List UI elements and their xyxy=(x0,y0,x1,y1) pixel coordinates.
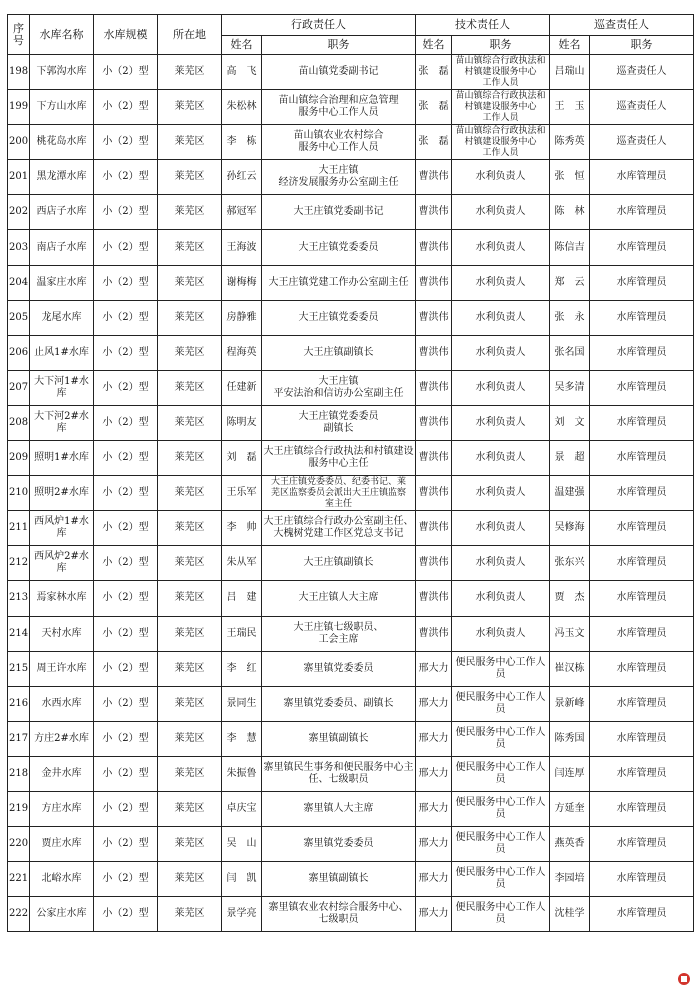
patrol-duty-cell: 巡查责任人 xyxy=(590,90,694,125)
seq-cell: 205 xyxy=(8,300,30,335)
tech-duty-cell: 苗山镇综合行政执法和 村镇建设服务中心 工作人员 xyxy=(452,90,550,125)
patrol-duty-cell: 水库管理员 xyxy=(590,405,694,440)
seq-cell: 208 xyxy=(8,405,30,440)
patrol-name-cell: 张东兴 xyxy=(550,546,590,581)
table-row xyxy=(8,651,694,686)
location-cell: 莱芜区 xyxy=(158,721,222,756)
location-cell: 莱芜区 xyxy=(158,335,222,370)
tech-name-cell: 邢大力 xyxy=(416,756,452,791)
seq-cell: 219 xyxy=(8,791,30,826)
header-reservoir-name: 水库名称 xyxy=(30,15,94,55)
reservoir-name-cell: 方庄水库 xyxy=(30,791,94,826)
tech-duty-cell: 便民服务中心工作人员 xyxy=(452,651,550,686)
tech-name-cell: 曹洪伟 xyxy=(416,546,452,581)
seq-cell: 198 xyxy=(8,55,30,90)
table-row xyxy=(8,721,694,756)
publisher-logo-icon xyxy=(676,972,692,986)
admin-duty-cell: 寨里镇副镇长 xyxy=(262,862,416,897)
admin-name-cell: 李 帅 xyxy=(222,511,262,546)
scale-cell: 小（2）型 xyxy=(94,827,158,862)
admin-duty-cell: 大王庄镇党委委员 xyxy=(262,300,416,335)
header-scale: 水库规模 xyxy=(94,15,158,55)
tech-name-cell: 邢大力 xyxy=(416,862,452,897)
scale-cell: 小（2）型 xyxy=(94,335,158,370)
location-cell: 莱芜区 xyxy=(158,265,222,300)
reservoir-name-cell: 下郭沟水库 xyxy=(30,55,94,90)
tech-name-cell: 曹洪伟 xyxy=(416,405,452,440)
scale-cell: 小（2）型 xyxy=(94,756,158,791)
location-cell: 莱芜区 xyxy=(158,90,222,125)
header-location: 所在地 xyxy=(158,15,222,55)
tech-name-cell: 邢大力 xyxy=(416,721,452,756)
patrol-name-cell: 燕英香 xyxy=(550,827,590,862)
patrol-duty-cell: 水库管理员 xyxy=(590,230,694,265)
reservoir-name-cell: 西风炉2#水库 xyxy=(30,546,94,581)
patrol-name-cell: 张 恒 xyxy=(550,160,590,195)
reservoir-name-cell: 下方山水库 xyxy=(30,90,94,125)
seq-cell: 211 xyxy=(8,511,30,546)
patrol-name-cell: 李园培 xyxy=(550,862,590,897)
seq-cell: 202 xyxy=(8,195,30,230)
tech-name-cell: 曹洪伟 xyxy=(416,441,452,476)
scale-cell: 小（2）型 xyxy=(94,511,158,546)
tech-duty-cell: 便民服务中心工作人员 xyxy=(452,827,550,862)
admin-name-cell: 谢梅梅 xyxy=(222,265,262,300)
admin-name-cell: 景同生 xyxy=(222,686,262,721)
tech-name-cell: 曹洪伟 xyxy=(416,160,452,195)
reservoir-name-cell: 龙尾水库 xyxy=(30,300,94,335)
tech-name-cell: 曹洪伟 xyxy=(416,581,452,616)
scale-cell: 小（2）型 xyxy=(94,370,158,405)
admin-name-cell: 王瑞民 xyxy=(222,616,262,651)
scale-cell: 小（2）型 xyxy=(94,125,158,160)
patrol-duty-cell: 水库管理员 xyxy=(590,721,694,756)
table-row xyxy=(8,476,694,511)
tech-duty-cell: 水利负责人 xyxy=(452,546,550,581)
header-patrol-responsible: 巡查责任人 xyxy=(550,15,694,36)
tech-duty-cell: 苗山镇综合行政执法和 村镇建设服务中心 工作人员 xyxy=(452,125,550,160)
patrol-name-cell: 吴多清 xyxy=(550,370,590,405)
table-row xyxy=(8,862,694,897)
seq-cell: 221 xyxy=(8,862,30,897)
seq-cell: 207 xyxy=(8,370,30,405)
tech-name-cell: 曹洪伟 xyxy=(416,300,452,335)
tech-name-cell: 张 磊 xyxy=(416,55,452,90)
tech-name-cell: 邢大力 xyxy=(416,897,452,932)
seq-cell: 209 xyxy=(8,441,30,476)
seq-cell: 218 xyxy=(8,756,30,791)
location-cell: 莱芜区 xyxy=(158,230,222,265)
location-cell: 莱芜区 xyxy=(158,55,222,90)
patrol-name-cell: 沈桂学 xyxy=(550,897,590,932)
admin-duty-cell: 大王庄镇综合行政执法和村镇建设 服务中心主任 xyxy=(262,441,416,476)
admin-name-cell: 李 慧 xyxy=(222,721,262,756)
table-row xyxy=(8,405,694,440)
seq-cell: 213 xyxy=(8,581,30,616)
tech-duty-cell: 水利负责人 xyxy=(452,195,550,230)
tech-duty-cell: 水利负责人 xyxy=(452,300,550,335)
scale-cell: 小（2）型 xyxy=(94,230,158,265)
admin-duty-cell: 苗山镇综合治理和应急管理 服务中心工作人员 xyxy=(262,90,416,125)
seq-cell: 206 xyxy=(8,335,30,370)
reservoir-name-cell: 照明1#水库 xyxy=(30,441,94,476)
admin-name-cell: 王乐军 xyxy=(222,476,262,511)
admin-duty-cell: 寨里镇人大主席 xyxy=(262,791,416,826)
admin-duty-cell: 大王庄镇党委委员 xyxy=(262,230,416,265)
seq-cell: 199 xyxy=(8,90,30,125)
table-row xyxy=(8,827,694,862)
admin-name-cell: 孙红云 xyxy=(222,160,262,195)
tech-name-cell: 张 磊 xyxy=(416,90,452,125)
patrol-duty-cell: 水库管理员 xyxy=(590,651,694,686)
admin-name-cell: 朱从军 xyxy=(222,546,262,581)
admin-duty-cell: 大王庄镇人大主席 xyxy=(262,581,416,616)
patrol-name-cell: 陈秀英 xyxy=(550,125,590,160)
table-row xyxy=(8,791,694,826)
tech-name-cell: 曹洪伟 xyxy=(416,230,452,265)
patrol-duty-cell: 巡查责任人 xyxy=(590,55,694,90)
patrol-duty-cell: 水库管理员 xyxy=(590,195,694,230)
admin-duty-cell: 寨里镇党委委员、副镇长 xyxy=(262,686,416,721)
admin-name-cell: 程海英 xyxy=(222,335,262,370)
reservoir-responsibility-table xyxy=(7,14,694,932)
table-row xyxy=(8,160,694,195)
scale-cell: 小（2）型 xyxy=(94,90,158,125)
patrol-duty-cell: 水库管理员 xyxy=(590,791,694,826)
admin-name-cell: 吴 山 xyxy=(222,827,262,862)
reservoir-name-cell: 温家庄水库 xyxy=(30,265,94,300)
scale-cell: 小（2）型 xyxy=(94,897,158,932)
table-row xyxy=(8,441,694,476)
tech-duty-cell: 水利负责人 xyxy=(452,335,550,370)
scale-cell: 小（2）型 xyxy=(94,441,158,476)
patrol-name-cell: 景 超 xyxy=(550,441,590,476)
admin-duty-cell: 大王庄镇 经济发展服务办公室副主任 xyxy=(262,160,416,195)
tech-duty-cell: 便民服务中心工作人员 xyxy=(452,862,550,897)
table-row xyxy=(8,686,694,721)
patrol-duty-cell: 水库管理员 xyxy=(590,476,694,511)
scale-cell: 小（2）型 xyxy=(94,476,158,511)
scale-cell: 小（2）型 xyxy=(94,862,158,897)
header-seq: 序 号 xyxy=(8,15,30,55)
patrol-name-cell: 陈秀国 xyxy=(550,721,590,756)
seq-cell: 210 xyxy=(8,476,30,511)
location-cell: 莱芜区 xyxy=(158,827,222,862)
patrol-name-cell: 刘 文 xyxy=(550,405,590,440)
patrol-duty-cell: 水库管理员 xyxy=(590,756,694,791)
patrol-duty-cell: 水库管理员 xyxy=(590,546,694,581)
tech-duty-cell: 水利负责人 xyxy=(452,581,550,616)
header-tech-duty: 职务 xyxy=(452,36,550,55)
admin-name-cell: 李 栋 xyxy=(222,125,262,160)
tech-name-cell: 邢大力 xyxy=(416,791,452,826)
header-patrol-duty: 职务 xyxy=(590,36,694,55)
tech-name-cell: 曹洪伟 xyxy=(416,616,452,651)
seq-cell: 200 xyxy=(8,125,30,160)
admin-name-cell: 朱振鲁 xyxy=(222,756,262,791)
admin-name-cell: 闫 凯 xyxy=(222,862,262,897)
scale-cell: 小（2）型 xyxy=(94,55,158,90)
tech-name-cell: 邢大力 xyxy=(416,686,452,721)
seq-cell: 201 xyxy=(8,160,30,195)
patrol-duty-cell: 水库管理员 xyxy=(590,581,694,616)
admin-name-cell: 郝冠军 xyxy=(222,195,262,230)
patrol-name-cell: 温建强 xyxy=(550,476,590,511)
header-tech-responsible: 技术责任人 xyxy=(416,15,550,36)
seq-cell: 203 xyxy=(8,230,30,265)
admin-name-cell: 李 红 xyxy=(222,651,262,686)
reservoir-name-cell: 周王许水库 xyxy=(30,651,94,686)
tech-duty-cell: 便民服务中心工作人员 xyxy=(452,791,550,826)
seq-cell: 212 xyxy=(8,546,30,581)
admin-duty-cell: 寨里镇党委委员 xyxy=(262,651,416,686)
location-cell: 莱芜区 xyxy=(158,511,222,546)
table-row xyxy=(8,616,694,651)
location-cell: 莱芜区 xyxy=(158,405,222,440)
tech-duty-cell: 水利负责人 xyxy=(452,160,550,195)
table-row xyxy=(8,335,694,370)
patrol-name-cell: 张名国 xyxy=(550,335,590,370)
seq-cell: 220 xyxy=(8,827,30,862)
tech-name-cell: 张 磊 xyxy=(416,125,452,160)
scale-cell: 小（2）型 xyxy=(94,581,158,616)
admin-duty-cell: 大王庄镇七级职员、 工会主席 xyxy=(262,616,416,651)
reservoir-name-cell: 止风1#水库 xyxy=(30,335,94,370)
reservoir-name-cell: 北峪水库 xyxy=(30,862,94,897)
patrol-duty-cell: 水库管理员 xyxy=(590,300,694,335)
header-admin-duty: 职务 xyxy=(262,36,416,55)
location-cell: 莱芜区 xyxy=(158,651,222,686)
reservoir-name-cell: 方庄2#水库 xyxy=(30,721,94,756)
table-row xyxy=(8,370,694,405)
admin-duty-cell: 寨里镇党委委员 xyxy=(262,827,416,862)
location-cell: 莱芜区 xyxy=(158,441,222,476)
location-cell: 莱芜区 xyxy=(158,370,222,405)
scale-cell: 小（2）型 xyxy=(94,686,158,721)
location-cell: 莱芜区 xyxy=(158,686,222,721)
table-row xyxy=(8,546,694,581)
patrol-duty-cell: 巡查责任人 xyxy=(590,125,694,160)
reservoir-name-cell: 天村水库 xyxy=(30,616,94,651)
reservoir-name-cell: 西店子水库 xyxy=(30,195,94,230)
table-row xyxy=(8,511,694,546)
reservoir-name-cell: 大下河2#水库 xyxy=(30,405,94,440)
table-row xyxy=(8,581,694,616)
tech-duty-cell: 水利负责人 xyxy=(452,616,550,651)
location-cell: 莱芜区 xyxy=(158,300,222,335)
header-patrol-name: 姓名 xyxy=(550,36,590,55)
patrol-duty-cell: 水库管理员 xyxy=(590,370,694,405)
reservoir-name-cell: 桃花岛水库 xyxy=(30,125,94,160)
patrol-name-cell: 景新峰 xyxy=(550,686,590,721)
patrol-name-cell: 闫连厚 xyxy=(550,756,590,791)
tech-name-cell: 曹洪伟 xyxy=(416,511,452,546)
admin-duty-cell: 大王庄镇综合行政办公室副主任、 大槐树党建工作区党总支书记 xyxy=(262,511,416,546)
patrol-name-cell: 张 永 xyxy=(550,300,590,335)
admin-name-cell: 高 飞 xyxy=(222,55,262,90)
admin-name-cell: 王海波 xyxy=(222,230,262,265)
admin-name-cell: 陈明友 xyxy=(222,405,262,440)
location-cell: 莱芜区 xyxy=(158,160,222,195)
header-tech-name: 姓名 xyxy=(416,36,452,55)
admin-duty-cell: 大王庄镇党委委员 副镇长 xyxy=(262,405,416,440)
tech-duty-cell: 水利负责人 xyxy=(452,230,550,265)
header-admin-responsible: 行政责任人 xyxy=(222,15,416,36)
header-admin-name: 姓名 xyxy=(222,36,262,55)
table-row xyxy=(8,756,694,791)
admin-duty-cell: 寨里镇民生事务和便民服务中心主 任、七级职员 xyxy=(262,756,416,791)
tech-name-cell: 曹洪伟 xyxy=(416,335,452,370)
admin-duty-cell: 大王庄镇副镇长 xyxy=(262,335,416,370)
patrol-duty-cell: 水库管理员 xyxy=(590,265,694,300)
tech-duty-cell: 便民服务中心工作人员 xyxy=(452,686,550,721)
table-row xyxy=(8,90,694,125)
reservoir-name-cell: 公家庄水库 xyxy=(30,897,94,932)
tech-name-cell: 曹洪伟 xyxy=(416,265,452,300)
location-cell: 莱芜区 xyxy=(158,125,222,160)
scale-cell: 小（2）型 xyxy=(94,791,158,826)
scale-cell: 小（2）型 xyxy=(94,651,158,686)
tech-name-cell: 曹洪伟 xyxy=(416,370,452,405)
tech-duty-cell: 水利负责人 xyxy=(452,511,550,546)
scale-cell: 小（2）型 xyxy=(94,160,158,195)
seq-cell: 215 xyxy=(8,651,30,686)
patrol-name-cell: 王 玉 xyxy=(550,90,590,125)
admin-name-cell: 房静雅 xyxy=(222,300,262,335)
reservoir-name-cell: 照明2#水库 xyxy=(30,476,94,511)
admin-name-cell: 任建新 xyxy=(222,370,262,405)
table-row xyxy=(8,265,694,300)
reservoir-name-cell: 南店子水库 xyxy=(30,230,94,265)
admin-duty-cell: 苗山镇党委副书记 xyxy=(262,55,416,90)
location-cell: 莱芜区 xyxy=(158,862,222,897)
location-cell: 莱芜区 xyxy=(158,476,222,511)
patrol-name-cell: 崔汉栋 xyxy=(550,651,590,686)
reservoir-name-cell: 水西水库 xyxy=(30,686,94,721)
admin-name-cell: 刘 磊 xyxy=(222,441,262,476)
location-cell: 莱芜区 xyxy=(158,791,222,826)
tech-duty-cell: 便民服务中心工作人员 xyxy=(452,756,550,791)
table-row xyxy=(8,230,694,265)
table-row xyxy=(8,55,694,90)
patrol-name-cell: 郑 云 xyxy=(550,265,590,300)
reservoir-name-cell: 黑龙潭水库 xyxy=(30,160,94,195)
patrol-name-cell: 吕瑞山 xyxy=(550,55,590,90)
patrol-duty-cell: 水库管理员 xyxy=(590,335,694,370)
patrol-name-cell: 贾 杰 xyxy=(550,581,590,616)
reservoir-name-cell: 贾庄水库 xyxy=(30,827,94,862)
patrol-name-cell: 吴修海 xyxy=(550,511,590,546)
admin-name-cell: 卓庆宝 xyxy=(222,791,262,826)
admin-duty-cell: 大王庄镇党委副书记 xyxy=(262,195,416,230)
table-row xyxy=(8,897,694,932)
patrol-duty-cell: 水库管理员 xyxy=(590,441,694,476)
admin-name-cell: 吕 建 xyxy=(222,581,262,616)
tech-duty-cell: 便民服务中心工作人员 xyxy=(452,721,550,756)
patrol-name-cell: 陈信吉 xyxy=(550,230,590,265)
tech-name-cell: 曹洪伟 xyxy=(416,195,452,230)
location-cell: 莱芜区 xyxy=(158,616,222,651)
scale-cell: 小（2）型 xyxy=(94,405,158,440)
tech-name-cell: 曹洪伟 xyxy=(416,476,452,511)
reservoir-name-cell: 西风炉1#水库 xyxy=(30,511,94,546)
reservoir-name-cell: 焉家林水库 xyxy=(30,581,94,616)
seq-cell: 204 xyxy=(8,265,30,300)
tech-duty-cell: 便民服务中心工作人员 xyxy=(452,897,550,932)
tech-duty-cell: 水利负责人 xyxy=(452,265,550,300)
tech-duty-cell: 水利负责人 xyxy=(452,405,550,440)
location-cell: 莱芜区 xyxy=(158,546,222,581)
admin-duty-cell: 寨里镇农业农村综合服务中心、 七级职员 xyxy=(262,897,416,932)
seq-cell: 214 xyxy=(8,616,30,651)
tech-duty-cell: 水利负责人 xyxy=(452,476,550,511)
admin-duty-cell: 大王庄镇 平安法治和信访办公室副主任 xyxy=(262,370,416,405)
patrol-duty-cell: 水库管理员 xyxy=(590,511,694,546)
location-cell: 莱芜区 xyxy=(158,195,222,230)
patrol-duty-cell: 水库管理员 xyxy=(590,897,694,932)
patrol-duty-cell: 水库管理员 xyxy=(590,616,694,651)
tech-name-cell: 邢大力 xyxy=(416,827,452,862)
reservoir-name-cell: 大下河1#水库 xyxy=(30,370,94,405)
reservoir-name-cell: 金井水库 xyxy=(30,756,94,791)
admin-duty-cell: 大王庄镇党建工作办公室副主任 xyxy=(262,265,416,300)
table-row xyxy=(8,195,694,230)
location-cell: 莱芜区 xyxy=(158,581,222,616)
seq-cell: 217 xyxy=(8,721,30,756)
patrol-name-cell: 陈 林 xyxy=(550,195,590,230)
admin-duty-cell: 大王庄镇副镇长 xyxy=(262,546,416,581)
scale-cell: 小（2）型 xyxy=(94,195,158,230)
admin-duty-cell: 苗山镇农业农村综合 服务中心工作人员 xyxy=(262,125,416,160)
tech-duty-cell: 苗山镇综合行政执法和 村镇建设服务中心 工作人员 xyxy=(452,55,550,90)
scale-cell: 小（2）型 xyxy=(94,265,158,300)
scale-cell: 小（2）型 xyxy=(94,546,158,581)
admin-duty-cell: 大王庄镇党委委员、纪委书记、莱 芜区监察委员会派出大王庄镇监察 室主任 xyxy=(262,476,416,511)
seq-cell: 222 xyxy=(8,897,30,932)
scale-cell: 小（2）型 xyxy=(94,616,158,651)
admin-name-cell: 朱松林 xyxy=(222,90,262,125)
scale-cell: 小（2）型 xyxy=(94,300,158,335)
table-body xyxy=(8,55,694,932)
table-row xyxy=(8,300,694,335)
admin-duty-cell: 寨里镇副镇长 xyxy=(262,721,416,756)
patrol-name-cell: 冯玉文 xyxy=(550,616,590,651)
tech-duty-cell: 水利负责人 xyxy=(452,441,550,476)
patrol-duty-cell: 水库管理员 xyxy=(590,827,694,862)
patrol-duty-cell: 水库管理员 xyxy=(590,862,694,897)
location-cell: 莱芜区 xyxy=(158,897,222,932)
scale-cell: 小（2）型 xyxy=(94,721,158,756)
patrol-duty-cell: 水库管理员 xyxy=(590,686,694,721)
admin-name-cell: 景学亮 xyxy=(222,897,262,932)
patrol-name-cell: 方延奎 xyxy=(550,791,590,826)
location-cell: 莱芜区 xyxy=(158,756,222,791)
tech-name-cell: 邢大力 xyxy=(416,651,452,686)
seq-cell: 216 xyxy=(8,686,30,721)
table-row xyxy=(8,125,694,160)
patrol-duty-cell: 水库管理员 xyxy=(590,160,694,195)
tech-duty-cell: 水利负责人 xyxy=(452,370,550,405)
